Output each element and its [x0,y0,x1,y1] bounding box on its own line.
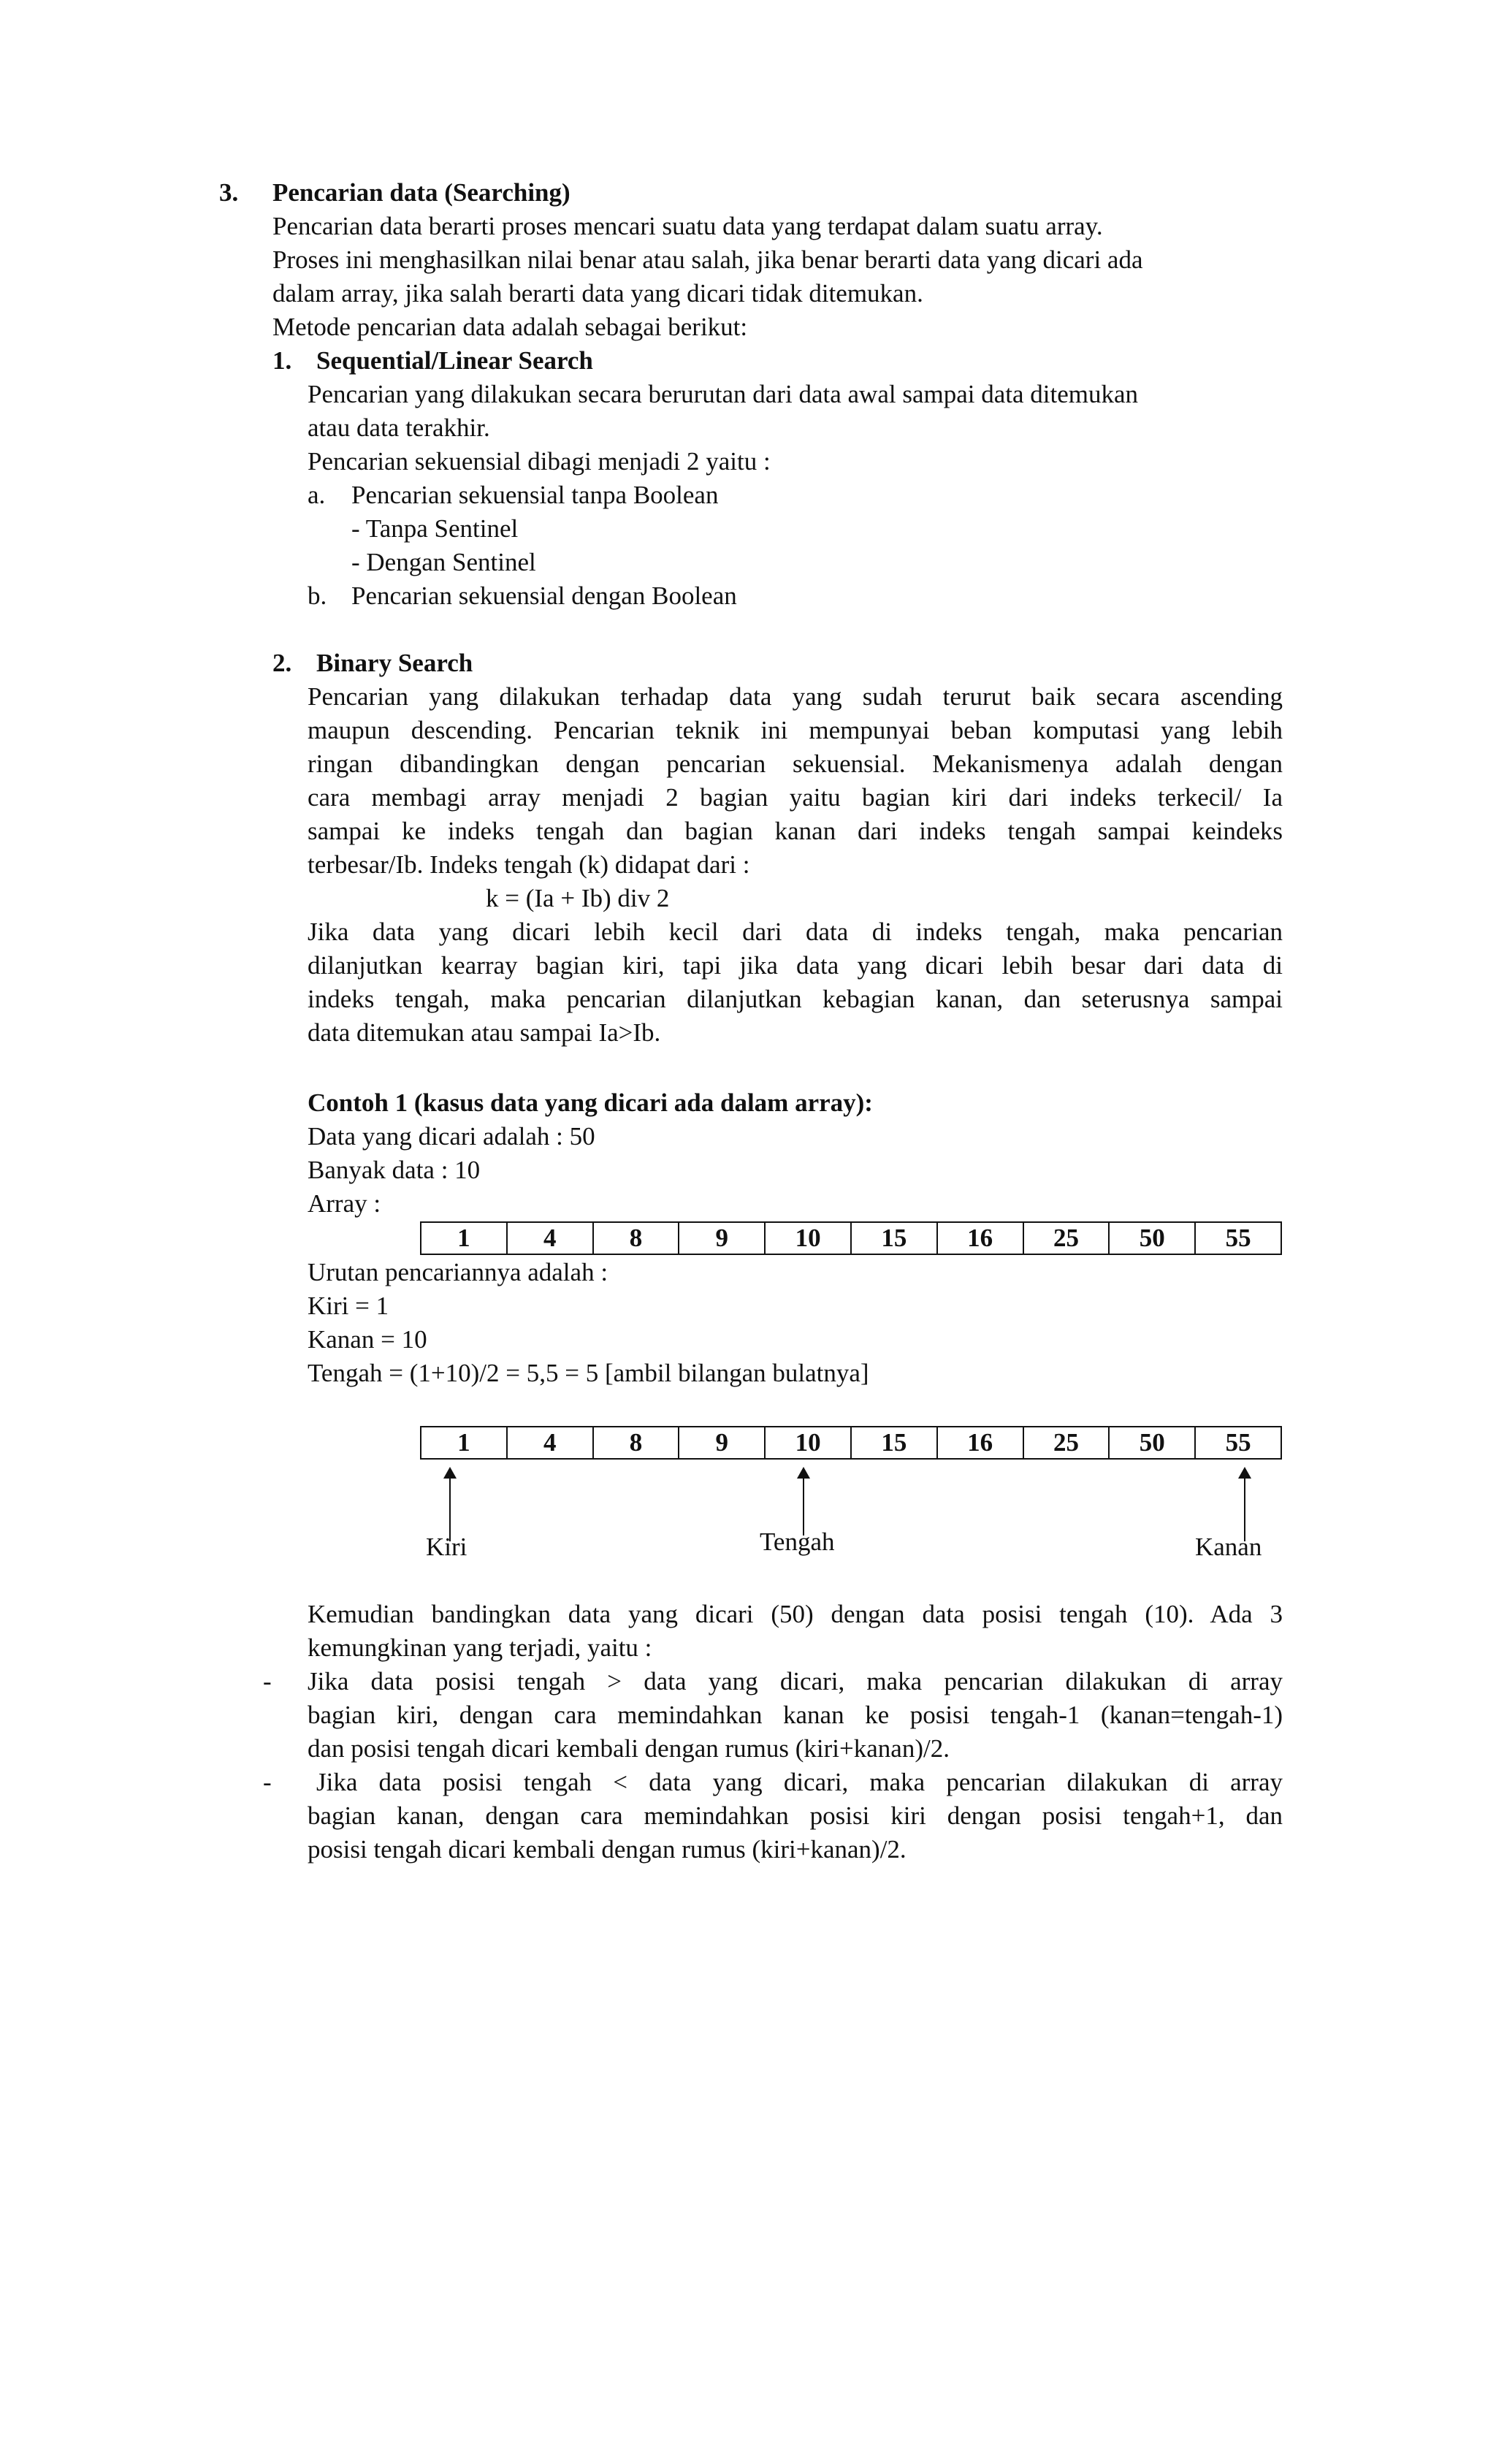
example-array-label: Array : [308,1189,381,1218]
array-cell: 4 [506,1427,592,1458]
section-number: 3. [219,178,239,207]
binary-line: dilanjutkan kearray bagian kiri, tapi jika data yang dicari lebih besar dari data di [308,951,1283,980]
binary-line: Jika data yang dicari lebih kecil dari data di indeks tengah, maka pencarian [308,918,1283,946]
array-cell: 25 [1023,1427,1109,1458]
array-cell: 55 [1194,1427,1281,1458]
pointer-label-kanan: Kanan [1195,1533,1262,1561]
array-cell: 1 [457,1224,470,1252]
list-marker-b: b. [308,581,327,610]
binary-number: 2. [272,649,292,677]
binary-title: Binary Search [316,649,473,677]
binary-line: indeks tengah, maka pencarian dilanjutkan kebagian kanan, dan seterusnya sampai [308,985,1283,1013]
array-cell: 10 [764,1223,850,1254]
intro-line: Proses ini menghasilkan nilai benar atau salah, jika benar berarti data yang dicari ada [272,245,1143,274]
array-cell: 16 [936,1223,1023,1254]
comparison-line: kemungkinan yang terjadi, yaitu : [308,1633,652,1662]
array-table [420,1221,1282,1255]
list-item-b: Pencarian sekuensial dengan Boolean [351,581,737,610]
bullet-line: posisi tengah dicari kembali dengan rumus (kiri+kanan)/2. [308,1835,907,1864]
binary-line: Pencarian yang dilakukan terhadap data yang sudah terurut baik secara ascending [308,682,1283,711]
array-cell: 9 [678,1223,764,1254]
sequential-line: atau data terakhir. [308,413,490,442]
sub-item: - Tanpa Sentinel [351,514,519,543]
example-count: Banyak data : 10 [308,1156,481,1184]
tengah-value: Tengah = (1+10)/2 = 5,5 = 5 [ambil bilangan bulatnya] [308,1359,869,1387]
array-cell: 55 [1194,1223,1281,1254]
list-marker-a: a. [308,481,326,509]
pointer-label-kiri: Kiri [426,1533,468,1561]
list-item-a: Pencarian sekuensial tanpa Boolean [351,481,719,509]
pointer-label-tengah: Tengah [760,1527,835,1556]
array-cell: 50 [1108,1427,1194,1458]
intro-line: Metode pencarian data adalah sebagai berikut: [272,313,748,341]
binary-line: cara membagi array menjadi 2 bagian yaitu bagian kiri dari indeks terkecil/ Ia [308,783,1283,812]
example-search-value: Data yang dicari adalah : 50 [308,1122,595,1151]
bullet-line: Jika data posisi tengah > data yang dicari, maka pencarian dilakukan di array [308,1667,1283,1696]
bullet-line: bagian kiri, dengan cara memindahkan kanan ke posisi tengah-1 (kanan=tengah-1) [308,1701,1283,1729]
bullet-dash: - [263,1768,272,1796]
binary-line: sampai ke indeks tengah dan bagian kanan dari indeks tengah sampai keindeks [308,817,1283,845]
array-cell: 25 [1023,1223,1109,1254]
array-cell: 9 [678,1427,764,1458]
order-label: Urutan pencariannya adalah : [308,1258,608,1286]
array-table-pointers [420,1426,1282,1460]
intro-line: Pencarian data berarti proses mencari suatu data yang terdapat dalam suatu array. [272,212,1103,240]
sequential-line: Pencarian yang dilakukan secara berurutan dari data awal sampai data ditemukan [308,380,1139,408]
array-cell: 1 [457,1428,470,1457]
sequential-number: 1. [272,346,292,375]
bullet-line: bagian kanan, dengan cara memindahkan posisi kiri dengan posisi tengah+1, dan [308,1801,1283,1830]
array-cell: 15 [850,1223,936,1254]
sequential-title: Sequential/Linear Search [316,346,593,375]
array-cell: 10 [764,1427,850,1458]
kanan-value: Kanan = 10 [308,1325,427,1354]
comparison-line: Kemudian bandingkan data yang dicari (50) dengan data posisi tengah (10). Ada 3 [308,1600,1283,1628]
kiri-value: Kiri = 1 [308,1292,389,1320]
section-title: Pencarian data (Searching) [272,178,570,207]
array-cell: 15 [850,1427,936,1458]
array-cell: 4 [506,1223,592,1254]
array-cell: 50 [1108,1223,1194,1254]
array-cell: 16 [936,1427,1023,1458]
sequential-line: Pencarian sekuensial dibagi menjadi 2 yaitu : [308,447,771,476]
bullet-dash: - [263,1667,272,1696]
binary-line: maupun descending. Pencarian teknik ini mempunyai beban komputasi yang lebih [308,716,1283,744]
intro-line: dalam array, jika salah berarti data yang dicari tidak ditemukan. [272,279,923,308]
array-cell: 8 [592,1427,679,1458]
binary-line: data ditemukan atau sampai Ia>Ib. [308,1018,661,1047]
sub-item: - Dengan Sentinel [351,548,536,576]
bullet-line: Jika data posisi tengah < data yang dicari, maka pencarian dilakukan di array [316,1768,1283,1796]
binary-line: ringan dibandingkan dengan pencarian sekuensial. Mekanismenya adalah dengan [308,750,1283,778]
binary-line: terbesar/Ib. Indeks tengah (k) didapat dari : [308,850,750,879]
bullet-line: dan posisi tengah dicari kembali dengan rumus (kiri+kanan)/2. [308,1734,950,1763]
formula: k = (Ia + Ib) div 2 [486,884,670,912]
example-title: Contoh 1 (kasus data yang dicari ada dalam array): [308,1088,873,1117]
array-cell: 8 [592,1223,679,1254]
